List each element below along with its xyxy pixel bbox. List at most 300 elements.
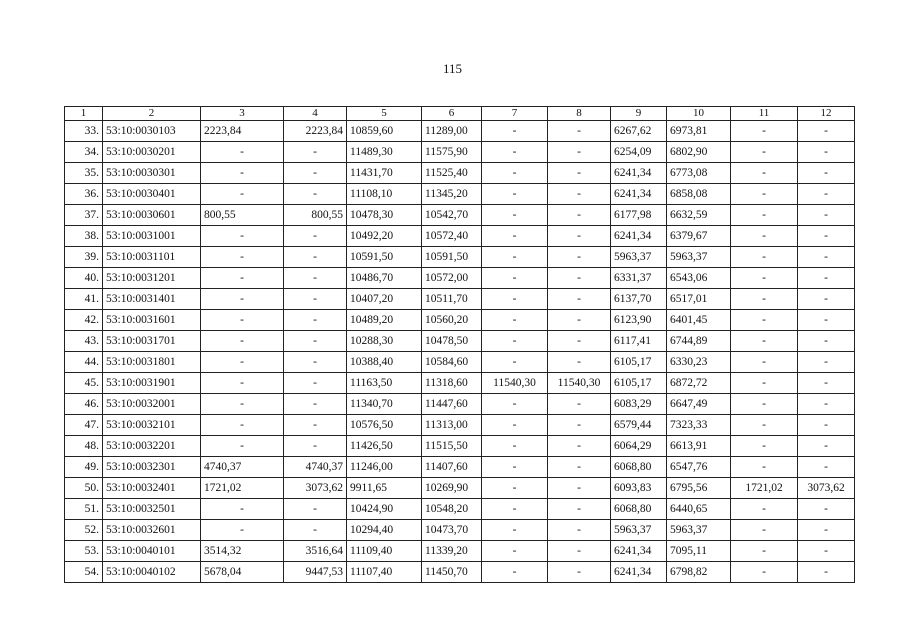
table-cell: 47.: [65, 415, 103, 436]
table-cell: 7095,11: [667, 541, 731, 562]
table-cell: -: [731, 142, 798, 163]
table-cell: 10542,70: [422, 205, 482, 226]
table-cell: -: [798, 163, 855, 184]
table-cell: 53:10:0031901: [103, 373, 201, 394]
table-cell: -: [284, 373, 347, 394]
table-cell: -: [482, 205, 548, 226]
table-cell: 6744,89: [667, 331, 731, 352]
table-cell: 6241,34: [611, 541, 667, 562]
table-cell: -: [798, 268, 855, 289]
cadastral-data-table: [64, 106, 855, 583]
table-cell: 54.: [65, 562, 103, 583]
table-cell: 11318,60: [422, 373, 482, 394]
table-cell: 5678,04: [201, 562, 284, 583]
table-cell: -: [284, 184, 347, 205]
table-cell: 6872,72: [667, 373, 731, 394]
table-cell: 53:10:0032101: [103, 415, 201, 436]
column-header: 1: [65, 107, 103, 121]
table-cell: -: [731, 499, 798, 520]
table-cell: 1721,02: [731, 478, 798, 499]
table-cell: 9911,65: [347, 478, 422, 499]
table-cell: -: [731, 373, 798, 394]
table-cell: 44.: [65, 352, 103, 373]
table-cell: 53:10:0030103: [103, 121, 201, 142]
table-cell: -: [284, 331, 347, 352]
table-cell: -: [482, 247, 548, 268]
column-header: 12: [798, 107, 855, 121]
table-cell: -: [798, 121, 855, 142]
table-cell: -: [731, 163, 798, 184]
table-cell: -: [731, 562, 798, 583]
table-cell: -: [482, 562, 548, 583]
table-cell: -: [284, 289, 347, 310]
table-cell: -: [798, 310, 855, 331]
table-cell: -: [201, 289, 284, 310]
table-cell: 10591,50: [422, 247, 482, 268]
table-cell: 53:10:0031801: [103, 352, 201, 373]
table-cell: -: [731, 310, 798, 331]
table-cell: 11515,50: [422, 436, 482, 457]
table-cell: 4740,37: [201, 457, 284, 478]
table-cell: 5963,37: [611, 247, 667, 268]
table-cell: -: [201, 415, 284, 436]
table-cell: -: [284, 394, 347, 415]
table-cell: 2223,84: [284, 121, 347, 142]
table-row: [65, 226, 855, 247]
table-cell: -: [798, 499, 855, 520]
table-cell: 10560,20: [422, 310, 482, 331]
table-cell: -: [731, 247, 798, 268]
table-cell: 11339,20: [422, 541, 482, 562]
table-cell: -: [731, 394, 798, 415]
table-cell: 53:10:0030601: [103, 205, 201, 226]
table-cell: 10388,40: [347, 352, 422, 373]
table-row: [65, 457, 855, 478]
table-cell: -: [548, 163, 611, 184]
table-cell: 11575,90: [422, 142, 482, 163]
table-cell: 11525,40: [422, 163, 482, 184]
table-row: [65, 478, 855, 499]
table-row: [65, 247, 855, 268]
table-cell: -: [798, 289, 855, 310]
table-cell: 6330,23: [667, 352, 731, 373]
table-cell: -: [548, 184, 611, 205]
table-cell: -: [284, 142, 347, 163]
table-cell: 6543,06: [667, 268, 731, 289]
table-cell: -: [482, 394, 548, 415]
table-cell: 45.: [65, 373, 103, 394]
table-cell: 10473,70: [422, 520, 482, 541]
table-cell: 6517,01: [667, 289, 731, 310]
table-cell: -: [201, 310, 284, 331]
table-cell: -: [731, 289, 798, 310]
table-cell: 10584,60: [422, 352, 482, 373]
table-cell: 48.: [65, 436, 103, 457]
column-header: 3: [201, 107, 284, 121]
table-header-row: [65, 107, 855, 121]
table-cell: 10489,20: [347, 310, 422, 331]
table-row: [65, 205, 855, 226]
column-header: 11: [731, 107, 798, 121]
table-cell: 6083,29: [611, 394, 667, 415]
table-cell: 10424,90: [347, 499, 422, 520]
table-row: [65, 163, 855, 184]
table-cell: 3073,62: [798, 478, 855, 499]
table-cell: -: [731, 184, 798, 205]
table-cell: -: [482, 226, 548, 247]
table-cell: 6241,34: [611, 562, 667, 583]
table-row: [65, 331, 855, 352]
table-cell: -: [548, 499, 611, 520]
table-cell: 53:10:0030201: [103, 142, 201, 163]
table-cell: -: [201, 163, 284, 184]
table-cell: 5963,37: [667, 247, 731, 268]
table-cell: 11107,40: [347, 562, 422, 583]
table-cell: -: [482, 268, 548, 289]
table-cell: -: [284, 226, 347, 247]
table-cell: 53:10:0030301: [103, 163, 201, 184]
table-cell: -: [482, 352, 548, 373]
table-cell: 11540,30: [482, 373, 548, 394]
table-cell: 6064,29: [611, 436, 667, 457]
table-cell: 6331,37: [611, 268, 667, 289]
table-cell: 3516,64: [284, 541, 347, 562]
table-row: [65, 373, 855, 394]
table-cell: -: [548, 226, 611, 247]
table-cell: 36.: [65, 184, 103, 205]
table-cell: 34.: [65, 142, 103, 163]
table-cell: 6440,65: [667, 499, 731, 520]
table-cell: 6973,81: [667, 121, 731, 142]
table-cell: -: [201, 520, 284, 541]
table-cell: -: [798, 436, 855, 457]
table-cell: 53:10:0031401: [103, 289, 201, 310]
table-cell: 6858,08: [667, 184, 731, 205]
table-cell: 33.: [65, 121, 103, 142]
table-cell: 4740,37: [284, 457, 347, 478]
table-cell: -: [201, 373, 284, 394]
table-cell: 53:10:0031701: [103, 331, 201, 352]
table-cell: 53:10:0040101: [103, 541, 201, 562]
table-cell: -: [798, 457, 855, 478]
table-cell: 51.: [65, 499, 103, 520]
table-cell: 800,55: [201, 205, 284, 226]
table-cell: 10572,00: [422, 268, 482, 289]
table-cell: -: [731, 457, 798, 478]
table-cell: 53:10:0032001: [103, 394, 201, 415]
table-cell: -: [482, 289, 548, 310]
table-cell: 40.: [65, 268, 103, 289]
table-cell: -: [731, 121, 798, 142]
table-cell: -: [798, 352, 855, 373]
table-cell: -: [201, 226, 284, 247]
column-header: 4: [284, 107, 347, 121]
table-cell: -: [482, 163, 548, 184]
table-cell: -: [482, 436, 548, 457]
table-cell: 53:10:0032301: [103, 457, 201, 478]
table-row: [65, 541, 855, 562]
table-cell: 6795,56: [667, 478, 731, 499]
table-cell: 6547,76: [667, 457, 731, 478]
table-cell: 49.: [65, 457, 103, 478]
table-cell: 53:10:0032401: [103, 478, 201, 499]
table-cell: 6401,45: [667, 310, 731, 331]
table-cell: 6802,90: [667, 142, 731, 163]
table-cell: 6632,59: [667, 205, 731, 226]
column-header: 9: [611, 107, 667, 121]
table-cell: 6798,82: [667, 562, 731, 583]
table-cell: 43.: [65, 331, 103, 352]
table-cell: 35.: [65, 163, 103, 184]
table-cell: -: [548, 436, 611, 457]
table-row: [65, 121, 855, 142]
table-cell: -: [548, 478, 611, 499]
table-row: [65, 142, 855, 163]
table-cell: 11447,60: [422, 394, 482, 415]
table-cell: 11246,00: [347, 457, 422, 478]
table-row: [65, 394, 855, 415]
table-cell: 53:10:0032601: [103, 520, 201, 541]
table-row: [65, 520, 855, 541]
table-cell: -: [798, 247, 855, 268]
table-cell: 3514,32: [201, 541, 284, 562]
table-cell: 10492,20: [347, 226, 422, 247]
table-cell: -: [731, 541, 798, 562]
table-cell: 53:10:0040102: [103, 562, 201, 583]
table-row: [65, 415, 855, 436]
table-cell: 53:10:0032201: [103, 436, 201, 457]
table-cell: 42.: [65, 310, 103, 331]
table-cell: 11540,30: [548, 373, 611, 394]
table-cell: 41.: [65, 289, 103, 310]
column-header: 6: [422, 107, 482, 121]
table-cell: 10572,40: [422, 226, 482, 247]
page-number: 115: [442, 61, 463, 76]
table-cell: 7323,33: [667, 415, 731, 436]
table-cell: -: [284, 520, 347, 541]
table-row: [65, 436, 855, 457]
table-cell: -: [798, 562, 855, 583]
table-cell: -: [548, 289, 611, 310]
table-cell: -: [731, 331, 798, 352]
table-cell: 50.: [65, 478, 103, 499]
table-cell: 6241,34: [611, 163, 667, 184]
table-cell: -: [548, 331, 611, 352]
column-header: 2: [103, 107, 201, 121]
table-cell: 11489,30: [347, 142, 422, 163]
table-cell: 1721,02: [201, 478, 284, 499]
table-cell: -: [201, 499, 284, 520]
table-cell: -: [284, 352, 347, 373]
table-row: [65, 184, 855, 205]
table-cell: 11289,00: [422, 121, 482, 142]
table-cell: -: [548, 142, 611, 163]
table-cell: 11108,10: [347, 184, 422, 205]
table-cell: 6177,98: [611, 205, 667, 226]
table-row: [65, 562, 855, 583]
table-cell: 10576,50: [347, 415, 422, 436]
table-cell: 10591,50: [347, 247, 422, 268]
table-cell: 11340,70: [347, 394, 422, 415]
table-cell: 5963,37: [667, 520, 731, 541]
table-cell: -: [548, 310, 611, 331]
table-cell: -: [548, 457, 611, 478]
table-cell: -: [482, 184, 548, 205]
table-cell: 53:10:0031201: [103, 268, 201, 289]
table-cell: -: [798, 226, 855, 247]
table-row: [65, 499, 855, 520]
table-cell: -: [798, 394, 855, 415]
table-cell: -: [548, 562, 611, 583]
table-cell: 6379,67: [667, 226, 731, 247]
table-row: [65, 310, 855, 331]
table-cell: -: [482, 121, 548, 142]
table-cell: 6068,80: [611, 457, 667, 478]
table-cell: 53:10:0031601: [103, 310, 201, 331]
table-cell: -: [201, 247, 284, 268]
table-cell: -: [798, 184, 855, 205]
table-cell: 6093,83: [611, 478, 667, 499]
table-cell: 53:10:0031101: [103, 247, 201, 268]
table-cell: 52.: [65, 520, 103, 541]
table-cell: -: [731, 415, 798, 436]
table-cell: -: [284, 499, 347, 520]
table-cell: -: [201, 331, 284, 352]
table-cell: 11345,20: [422, 184, 482, 205]
table-cell: -: [201, 184, 284, 205]
table-cell: 10407,20: [347, 289, 422, 310]
table-cell: -: [798, 205, 855, 226]
table-cell: 10859,60: [347, 121, 422, 142]
table-cell: -: [482, 541, 548, 562]
table-cell: 5963,37: [611, 520, 667, 541]
table-cell: 6579,44: [611, 415, 667, 436]
table-cell: 6267,62: [611, 121, 667, 142]
table-row: [65, 268, 855, 289]
table-cell: 10288,30: [347, 331, 422, 352]
table-cell: 53:10:0030401: [103, 184, 201, 205]
table-cell: -: [482, 478, 548, 499]
table-cell: -: [548, 541, 611, 562]
table-cell: -: [201, 436, 284, 457]
table-cell: -: [798, 142, 855, 163]
table-cell: -: [548, 520, 611, 541]
table-cell: -: [482, 331, 548, 352]
column-header: 10: [667, 107, 731, 121]
table-cell: -: [284, 163, 347, 184]
table-cell: -: [482, 310, 548, 331]
table-cell: -: [284, 268, 347, 289]
table-cell: -: [284, 310, 347, 331]
table-cell: 6123,90: [611, 310, 667, 331]
table-cell: -: [798, 520, 855, 541]
table-cell: -: [548, 415, 611, 436]
table-cell: 10511,70: [422, 289, 482, 310]
table-cell: -: [482, 457, 548, 478]
table-cell: -: [201, 268, 284, 289]
table-cell: -: [731, 205, 798, 226]
table-cell: 6613,91: [667, 436, 731, 457]
table-cell: 11407,60: [422, 457, 482, 478]
table-cell: 6137,70: [611, 289, 667, 310]
table-cell: 11163,50: [347, 373, 422, 394]
table-cell: -: [201, 142, 284, 163]
table-cell: 11431,70: [347, 163, 422, 184]
column-header: 8: [548, 107, 611, 121]
table-cell: -: [284, 415, 347, 436]
table-cell: 10548,20: [422, 499, 482, 520]
table-cell: 10478,50: [422, 331, 482, 352]
table-cell: 53.: [65, 541, 103, 562]
table-cell: -: [548, 121, 611, 142]
table-cell: 11109,40: [347, 541, 422, 562]
column-header: 5: [347, 107, 422, 121]
table-cell: 800,55: [284, 205, 347, 226]
table-cell: 6241,34: [611, 226, 667, 247]
table-cell: -: [798, 331, 855, 352]
table-cell: 6773,08: [667, 163, 731, 184]
table-cell: -: [798, 415, 855, 436]
table-cell: -: [284, 247, 347, 268]
table-cell: 6254,09: [611, 142, 667, 163]
table-cell: 6117,41: [611, 331, 667, 352]
table-cell: -: [798, 373, 855, 394]
table-cell: -: [548, 352, 611, 373]
table-cell: 2223,84: [201, 121, 284, 142]
table-cell: -: [548, 394, 611, 415]
table-cell: 10294,40: [347, 520, 422, 541]
table-cell: -: [731, 436, 798, 457]
table-cell: 9447,53: [284, 562, 347, 583]
table-cell: 6105,17: [611, 373, 667, 394]
table-cell: -: [482, 415, 548, 436]
table-cell: 6068,80: [611, 499, 667, 520]
table-cell: 6241,34: [611, 184, 667, 205]
table-cell: -: [548, 268, 611, 289]
table-row: [65, 289, 855, 310]
table-cell: 10486,70: [347, 268, 422, 289]
table-cell: -: [798, 541, 855, 562]
table-cell: 39.: [65, 247, 103, 268]
table-cell: 11426,50: [347, 436, 422, 457]
table-cell: 11450,70: [422, 562, 482, 583]
table-cell: 3073,62: [284, 478, 347, 499]
column-header: 7: [482, 107, 548, 121]
table-row: [65, 352, 855, 373]
table-cell: -: [482, 142, 548, 163]
table-cell: -: [731, 268, 798, 289]
table-cell: -: [548, 247, 611, 268]
table-cell: -: [201, 352, 284, 373]
table-cell: 38.: [65, 226, 103, 247]
table-cell: 53:10:0031001: [103, 226, 201, 247]
table-cell: 11313,00: [422, 415, 482, 436]
table-cell: -: [731, 226, 798, 247]
table-cell: 6105,17: [611, 352, 667, 373]
table-cell: 53:10:0032501: [103, 499, 201, 520]
table-cell: 6647,49: [667, 394, 731, 415]
table-cell: -: [284, 436, 347, 457]
table-cell: 46.: [65, 394, 103, 415]
table-cell: -: [548, 205, 611, 226]
table-cell: -: [201, 394, 284, 415]
table-cell: 10478,30: [347, 205, 422, 226]
table-cell: 37.: [65, 205, 103, 226]
table-cell: -: [731, 352, 798, 373]
table-cell: -: [482, 520, 548, 541]
table-cell: -: [482, 499, 548, 520]
table-cell: -: [731, 520, 798, 541]
